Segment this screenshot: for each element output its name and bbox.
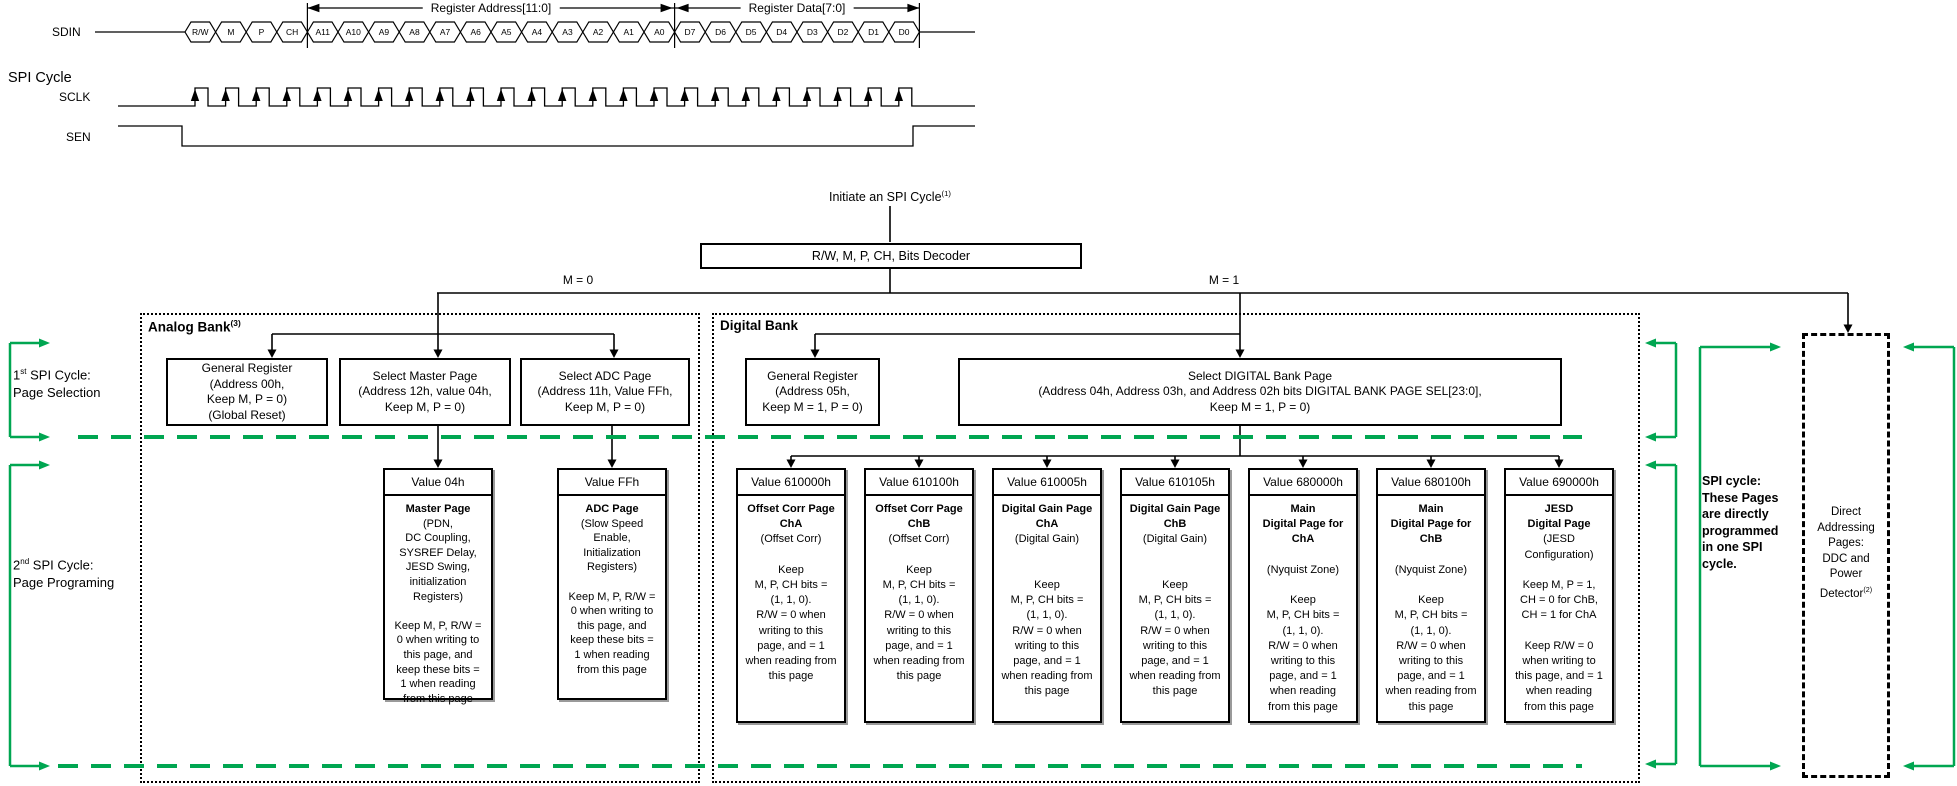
- text-line: ChB: [1163, 518, 1187, 531]
- text-line: Registers): [586, 561, 638, 574]
- text-line: when reading from: [1001, 670, 1093, 683]
- text-line: Main: [1290, 503, 1316, 515]
- rising-edge-arrow: [497, 89, 505, 101]
- text-line: JESD: [1544, 503, 1574, 515]
- text-line: this page, and: [577, 619, 647, 632]
- text-line: 0 when writing to: [570, 605, 654, 618]
- text-line: [1378, 548, 1484, 563]
- bit-cell-label: D3: [806, 27, 818, 37]
- rising-edge-arrow: [619, 89, 627, 101]
- text-line: M, P, CH bits =: [1394, 609, 1468, 622]
- text-line: ADC Page: [585, 503, 639, 515]
- bit-cell-label: A11: [315, 27, 330, 37]
- text-line: writing to this: [1014, 639, 1080, 652]
- second-spi-cycle-label: [13, 553, 114, 592]
- bit-cell-label: D6: [715, 27, 726, 37]
- text-line: (JESD: [1543, 533, 1575, 546]
- text-line: when reading: [1269, 685, 1337, 698]
- second-spi-cycle-line2: Page Programing: [13, 575, 115, 591]
- text-line: Keep M, P = 0): [206, 392, 288, 406]
- page-box-body: [1250, 496, 1356, 715]
- text-line: writing to this: [758, 624, 824, 637]
- page-box-header: Value 680100h: [1378, 470, 1484, 496]
- text-line: (Global Reset): [208, 407, 286, 422]
- rising-edge-arrow: [711, 89, 719, 101]
- text-line: writing to this: [1398, 655, 1464, 668]
- text-line: Keep R/W = 0: [1524, 639, 1594, 652]
- text-line: [1506, 563, 1612, 578]
- register-select-box: [520, 358, 690, 426]
- text-line: [1122, 563, 1228, 578]
- first-spi-cycle-line1: 1st SPI Cycle:: [13, 367, 91, 383]
- text-line: Digital Gain Page: [1001, 503, 1093, 515]
- page-box-body: [1122, 496, 1228, 700]
- text-line: [385, 604, 491, 619]
- bit-cell-label: P: [258, 27, 265, 37]
- bit-cell-label: A7: [439, 27, 451, 37]
- text-line: Digital Gain Page: [1129, 503, 1221, 515]
- text-line: CH = 0 for ChB,: [1520, 594, 1598, 607]
- text-line: [994, 548, 1100, 563]
- initiate-spi-cycle-label: [829, 189, 951, 204]
- text-line: SYSREF Delay,: [399, 546, 477, 559]
- analog-bank-title-text: Analog Bank: [148, 319, 231, 335]
- page-box: [1376, 468, 1486, 723]
- text-line: this page, and: [403, 648, 473, 661]
- bit-cell-label: D2: [837, 27, 849, 37]
- bit-cell-label: M: [227, 27, 235, 37]
- text-line: Keep M, P = 1,: [1522, 579, 1596, 592]
- text-line: [866, 548, 972, 563]
- text-line: from this page: [1268, 700, 1338, 713]
- first-spi-cycle-line2: Page Selection: [13, 385, 101, 401]
- page-box-body: [738, 496, 844, 684]
- bit-cell-label: D5: [745, 27, 757, 37]
- rising-edge-arrow: [864, 89, 872, 101]
- page-box-body: [1506, 496, 1612, 715]
- rising-edge-arrow: [558, 89, 566, 101]
- bit-cell-label: CH: [285, 27, 299, 37]
- text-line: Offset Corr Page: [747, 503, 835, 515]
- text-line: (Address 12h, value 04h,: [358, 384, 492, 399]
- page-box-body: [1378, 496, 1484, 715]
- text-line: (Address 04h, Address 03h, and Address 02h bits DIGITAL BANK PAGE SEL[23:0],: [1038, 384, 1482, 399]
- text-line: [994, 563, 1100, 578]
- rising-edge-arrow: [833, 89, 841, 101]
- rising-edge-arrow: [374, 89, 382, 101]
- page-box: [1120, 468, 1230, 723]
- m1-branch-label: M = 1: [1208, 273, 1240, 287]
- text-line: when reading: [1525, 685, 1593, 698]
- note-line: are directly: [1702, 507, 1769, 521]
- text-line: 0 when writing to: [396, 634, 480, 647]
- text-line: General Register: [767, 368, 858, 383]
- text-line: (1, 1, 0).: [1410, 624, 1452, 637]
- bit-cell-label: A0: [654, 27, 665, 37]
- text-line: when reading from: [1385, 685, 1477, 698]
- bit-cell-label: A6: [470, 27, 481, 37]
- one-spi-cycle-note: [1702, 473, 1794, 572]
- text-line: (PDN,: [423, 517, 453, 530]
- text-line: when writing to: [1522, 655, 1596, 668]
- bits-decoder-box: R/W, M, P, CH, Bits Decoder: [700, 243, 1082, 269]
- note-line: SPI cycle:: [1702, 474, 1762, 488]
- text-line: initialization: [409, 575, 467, 588]
- text-line: (Nyquist Zone): [1266, 563, 1340, 576]
- text-line: Digital Page for: [1390, 518, 1472, 531]
- text-line: 1 when reading: [574, 648, 650, 661]
- text-line: Select DIGITAL Bank Page: [1187, 368, 1333, 383]
- text-line: Keep: [1034, 579, 1060, 592]
- first-spi-cycle-label: [13, 363, 100, 402]
- text-line: Digital Page: [1527, 518, 1591, 531]
- second-spi-cycle-line1: 2nd SPI Cycle:: [13, 557, 94, 573]
- bit-cell-label: A8: [409, 27, 420, 37]
- text-line: page, and = 1: [1269, 670, 1337, 683]
- bit-cell-label: R/W: [192, 27, 209, 37]
- page-box: [864, 468, 974, 723]
- page-box-body: [866, 496, 972, 684]
- text-line: Keep M = 1, P = 0): [762, 399, 863, 414]
- text-line: Keep: [1162, 579, 1188, 592]
- page-box: [1248, 468, 1358, 723]
- text-line: M, P, CH bits =: [1010, 594, 1084, 607]
- text-line: Keep M, P = 0): [384, 399, 466, 414]
- sen-waveform: [118, 126, 975, 146]
- text-line: R/W = 0 when: [884, 609, 954, 622]
- bit-cell-label: D7: [684, 27, 696, 37]
- text-line: [559, 575, 665, 590]
- page-box-header: Value 610000h: [738, 470, 844, 496]
- text-line: Registers): [412, 590, 464, 603]
- page-box-body: [559, 496, 665, 677]
- text-line: (Offset Corr): [888, 533, 950, 546]
- text-line: this page, and = 1: [1515, 670, 1603, 683]
- bit-cell-label: A4: [531, 27, 543, 37]
- spi-cycle-label: SPI Cycle: [8, 70, 72, 86]
- bit-cell-label: D0: [898, 27, 910, 37]
- text-line: ChA: [1035, 518, 1059, 531]
- sdin-label: SDIN: [52, 25, 81, 39]
- page-box-header: Value 610005h: [994, 470, 1100, 496]
- text-line: Keep M = 1, P = 0): [1209, 399, 1311, 414]
- timing-waveform: [95, 3, 975, 146]
- bit-cell-label: A10: [345, 27, 361, 37]
- text-line: (1, 1, 0).: [1026, 609, 1068, 622]
- bit-cell-label: A1: [623, 27, 634, 37]
- text-line: this page: [896, 670, 942, 683]
- text-line: when reading from: [873, 655, 965, 668]
- rising-edge-arrow: [405, 89, 413, 101]
- register-select-box: [166, 358, 328, 426]
- text-line: [1122, 548, 1228, 563]
- rising-edge-arrow: [221, 89, 229, 101]
- direct-addressing-label: [1804, 505, 1888, 602]
- register-select-box: [745, 358, 880, 426]
- text-line: [738, 548, 844, 563]
- register-address-span-label: Register Address[11:0]: [423, 0, 560, 16]
- page-box-header: Value 680000h: [1250, 470, 1356, 496]
- bit-cell-label: A2: [592, 27, 604, 37]
- rising-edge-arrow: [742, 89, 750, 101]
- sclk-label: SCLK: [59, 90, 91, 104]
- text-line: Keep: [906, 563, 932, 576]
- text-line: (Digital Gain): [1142, 533, 1208, 546]
- text-line: (Slow Speed: [580, 517, 644, 530]
- direct-line: Power: [1829, 568, 1863, 580]
- text-line: from this page: [403, 692, 473, 705]
- text-line: ChA: [779, 518, 803, 531]
- rising-edge-arrow: [191, 89, 199, 101]
- bit-cell-label: A3: [562, 27, 573, 37]
- text-line: R/W = 0 when: [1268, 639, 1338, 652]
- rising-edge-arrow: [283, 89, 291, 101]
- text-line: R/W = 0 when: [1140, 624, 1210, 637]
- bit-cell-label: D4: [776, 27, 788, 37]
- register-select-box: [958, 358, 1562, 426]
- direct-line: Pages:: [1828, 537, 1864, 549]
- text-line: M, P, CH bits =: [1266, 609, 1340, 622]
- note-line: cycle.: [1702, 556, 1737, 571]
- direct-line: DDC and: [1822, 552, 1870, 565]
- text-line: 1 when reading: [400, 678, 476, 691]
- rising-edge-arrow: [344, 89, 352, 101]
- page-box: [992, 468, 1102, 723]
- page-box-header: Value 690000h: [1506, 470, 1612, 496]
- page-box-header: Value 04h: [385, 470, 491, 496]
- text-line: this page: [1024, 685, 1070, 698]
- text-line: Keep M, P = 0): [564, 399, 646, 414]
- text-line: Master Page: [405, 503, 471, 515]
- direct-line: Addressing: [1817, 521, 1875, 534]
- text-line: General Register: [201, 361, 293, 375]
- text-line: Keep: [1290, 594, 1316, 607]
- rising-edge-arrow: [772, 89, 780, 101]
- text-line: Keep M, P, R/W =: [394, 619, 482, 632]
- text-line: [1250, 578, 1356, 593]
- text-line: page, and = 1: [1397, 670, 1465, 683]
- page-box-body: [994, 496, 1100, 700]
- direct-line: Direct: [1830, 506, 1862, 518]
- text-line: Main: [1418, 503, 1444, 515]
- text-line: (1, 1, 0).: [1154, 609, 1196, 622]
- digital-bank-title-text: Digital Bank: [720, 318, 799, 333]
- page-box: [383, 468, 493, 705]
- register-select-box: [339, 358, 511, 426]
- page-box-header: Value FFh: [559, 470, 665, 496]
- text-line: ChB: [1419, 533, 1443, 546]
- text-line: CH = 1 for ChA: [1521, 609, 1597, 622]
- text-line: when reading from: [745, 655, 837, 668]
- sclk-waveform: [118, 88, 975, 106]
- text-line: Select Master Page: [372, 368, 478, 383]
- text-line: this page: [768, 670, 814, 683]
- rising-edge-arrow: [680, 89, 688, 101]
- page-box: [736, 468, 846, 723]
- text-line: from this page: [1524, 700, 1594, 713]
- page-box-header: Value 610100h: [866, 470, 972, 496]
- text-line: Configuration): [1524, 548, 1594, 561]
- note-line: in one SPI: [1702, 540, 1763, 554]
- text-line: ChA: [1291, 533, 1315, 546]
- text-line: [1378, 578, 1484, 593]
- page-box: [557, 468, 667, 700]
- text-line: this page: [1152, 685, 1198, 698]
- rising-edge-arrow: [803, 89, 811, 101]
- text-line: ChB: [907, 518, 931, 531]
- text-line: M, P, CH bits =: [1138, 594, 1212, 607]
- text-line: Enable,: [593, 532, 631, 545]
- text-line: (Address 11h, Value FFh,: [537, 384, 673, 399]
- rising-edge-arrow: [466, 89, 474, 101]
- text-line: DC Coupling,: [405, 532, 471, 545]
- text-line: M, P, CH bits =: [754, 579, 828, 592]
- text-line: (1, 1, 0).: [898, 594, 940, 607]
- text-line: page, and = 1: [1013, 655, 1081, 668]
- text-line: [1506, 624, 1612, 639]
- text-line: (Offset Corr): [760, 533, 822, 546]
- initiate-text: Initiate an SPI Cycle: [828, 190, 942, 205]
- text-line: R/W = 0 when: [1396, 639, 1466, 652]
- direct-line: Detector$^{(2)}$: [1819, 585, 1873, 600]
- m0-branch-label: M = 0: [562, 273, 594, 287]
- text-line: (1, 1, 0).: [1282, 624, 1324, 637]
- footnote-1-superscript: (1): [941, 189, 952, 198]
- register-data-span-label: Register Data[7:0]: [741, 0, 854, 16]
- note-line: These Pages: [1702, 490, 1779, 505]
- text-line: keep these bits =: [570, 634, 654, 647]
- bit-cell-label: A9: [378, 27, 390, 37]
- text-line: writing to this: [1142, 639, 1208, 652]
- rising-edge-arrow: [436, 89, 444, 101]
- text-line: JESD Swing,: [405, 561, 471, 574]
- text-line: (Nyquist Zone): [1394, 563, 1468, 576]
- text-line: when reading from: [1129, 670, 1221, 683]
- text-line: Keep: [1418, 594, 1444, 607]
- text-line: Select ADC Page: [558, 368, 652, 383]
- text-line: Initialization: [583, 546, 641, 559]
- text-line: writing to this: [886, 624, 952, 637]
- text-line: (Digital Gain): [1014, 533, 1080, 546]
- text-line: page, and = 1: [1141, 655, 1209, 668]
- rising-edge-arrow: [313, 89, 321, 101]
- text-line: page, and = 1: [885, 639, 953, 652]
- rising-edge-arrow: [527, 89, 535, 101]
- note-line: programmed: [1702, 523, 1779, 538]
- bit-cell-label: D1: [868, 27, 879, 37]
- text-line: M, P, CH bits =: [882, 579, 956, 592]
- text-line: Digital Page for: [1262, 518, 1344, 531]
- text-line: R/W = 0 when: [1012, 624, 1082, 637]
- text-line: (Address 00h,: [209, 376, 285, 391]
- text-line: (Address 05h,: [775, 384, 850, 399]
- text-line: Offset Corr Page: [875, 503, 963, 515]
- bit-cell-label: A5: [501, 27, 512, 37]
- text-line: from this page: [577, 663, 647, 676]
- rising-edge-arrow: [895, 89, 903, 101]
- rising-edge-arrow: [589, 89, 597, 101]
- text-line: Keep: [778, 563, 804, 576]
- rising-edge-arrow: [650, 89, 658, 101]
- text-line: this page: [1408, 700, 1454, 713]
- sen-label: SEN: [66, 130, 91, 144]
- page-box: [1504, 468, 1614, 723]
- text-line: Keep M, P, R/W =: [568, 590, 656, 603]
- text-line: R/W = 0 when: [756, 609, 826, 622]
- text-line: page, and = 1: [757, 639, 825, 652]
- text-line: (1, 1, 0).: [770, 594, 812, 607]
- text-line: [1250, 548, 1356, 563]
- page-box-body: [385, 496, 491, 706]
- rising-edge-arrow: [252, 89, 260, 101]
- text-line: writing to this: [1270, 655, 1336, 668]
- page-box-header: Value 610105h: [1122, 470, 1228, 496]
- footnote-3-superscript: (3): [230, 318, 241, 328]
- text-line: keep these bits =: [396, 663, 480, 676]
